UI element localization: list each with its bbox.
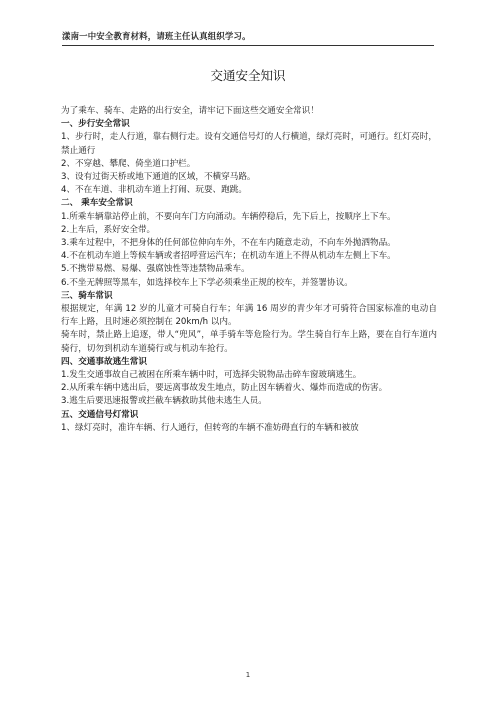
section-heading: 三、骑车常识 xyxy=(61,290,113,301)
paragraph: 3、设有过街天桥或地下通道的区域，不横穿马路。 xyxy=(61,172,256,183)
page-number: 1 xyxy=(245,671,251,679)
paragraph: 5.不携带易燃、易爆、强腐蚀性等违禁物品乘车。 xyxy=(61,264,250,275)
paragraph: 为了乘车、骑车、走路的出行安全，请牢记下面这些交通安全常识！ xyxy=(61,106,319,116)
document-title: 交通安全知识 xyxy=(210,68,286,83)
paragraph: 2.上车后，系好安全带。 xyxy=(61,224,156,235)
paragraph: 1、绿灯亮时，准许车辆、行人通行，但转弯的车辆不准妨碍直行的车辆和被放 xyxy=(61,422,359,433)
section-heading: 五、交通信号灯常识 xyxy=(61,409,139,420)
paragraph: 4、不在车道、非机动车道上打闹、玩耍、跑跳。 xyxy=(61,185,247,196)
document-body xyxy=(61,105,437,435)
paragraph: 骑车时，禁止路上追逐，带人“兜风”，单手骑车等危险行为。学生骑自行车上路，要在自行车道内骑行，切勿到机动车道骑行或与机动车抢行。 xyxy=(61,330,437,354)
paragraph: 6.不坐无牌照等黑车，如选择校车上下学必须乘坐正规的校车，并签署协议。 xyxy=(61,277,353,288)
section-heading: 四、交通事故逃生常识 xyxy=(61,356,147,367)
paragraph: 3.逃生后要迅速报警或拦截车辆救助其他未逃生人员。 xyxy=(61,396,267,407)
paragraph: 1、步行时，走人行道，靠右侧行走。设有交通信号灯的人行横道，绿灯亮时，可通行。红灯亮时，禁止通行 xyxy=(61,132,437,156)
paragraph: 2.从所乘车辆中逃出后，要远离事故发生地点，防止因车辆着火、爆炸而造成的伤害。 xyxy=(61,383,388,394)
section-heading: 一、步行安全常识 xyxy=(61,119,130,130)
paragraph: 根据规定，年满 12 岁的儿童才可骑自行车；年满 16 周岁的青少年才可骑符合国家标准的电动自行车上路，且时速必须控制在 20km/h 以内。 xyxy=(61,304,437,328)
page-header: 漾南一中安全教育材料，请班主任认真组织学习。 xyxy=(62,31,251,41)
paragraph: 3.乘车过程中，不把身体的任何部位伸向车外，不在车内随意走动，不向车外抛洒物品。 xyxy=(61,238,396,249)
paragraph: 1.发生交通事故自己被困在所乘车辆中时，可选择尖锐物品击碎车窗玻璃逃生。 xyxy=(61,370,362,381)
paragraph: 2、不穿越、攀爬、倚坐道口护栏。 xyxy=(61,158,196,169)
section-heading: 二、 乘车安全常识 xyxy=(61,198,133,209)
paragraph: 1.所乘车辆靠站停止前，不要向车门方向涌动。车辆停稳后，先下后上，按顺序上下车。 xyxy=(61,211,396,222)
header-divider xyxy=(62,45,434,46)
paragraph: 4.不在机动车道上等候车辆或者招呼营运汽车；在机动车道上不得从机动车左侧上下车。 xyxy=(61,251,396,262)
